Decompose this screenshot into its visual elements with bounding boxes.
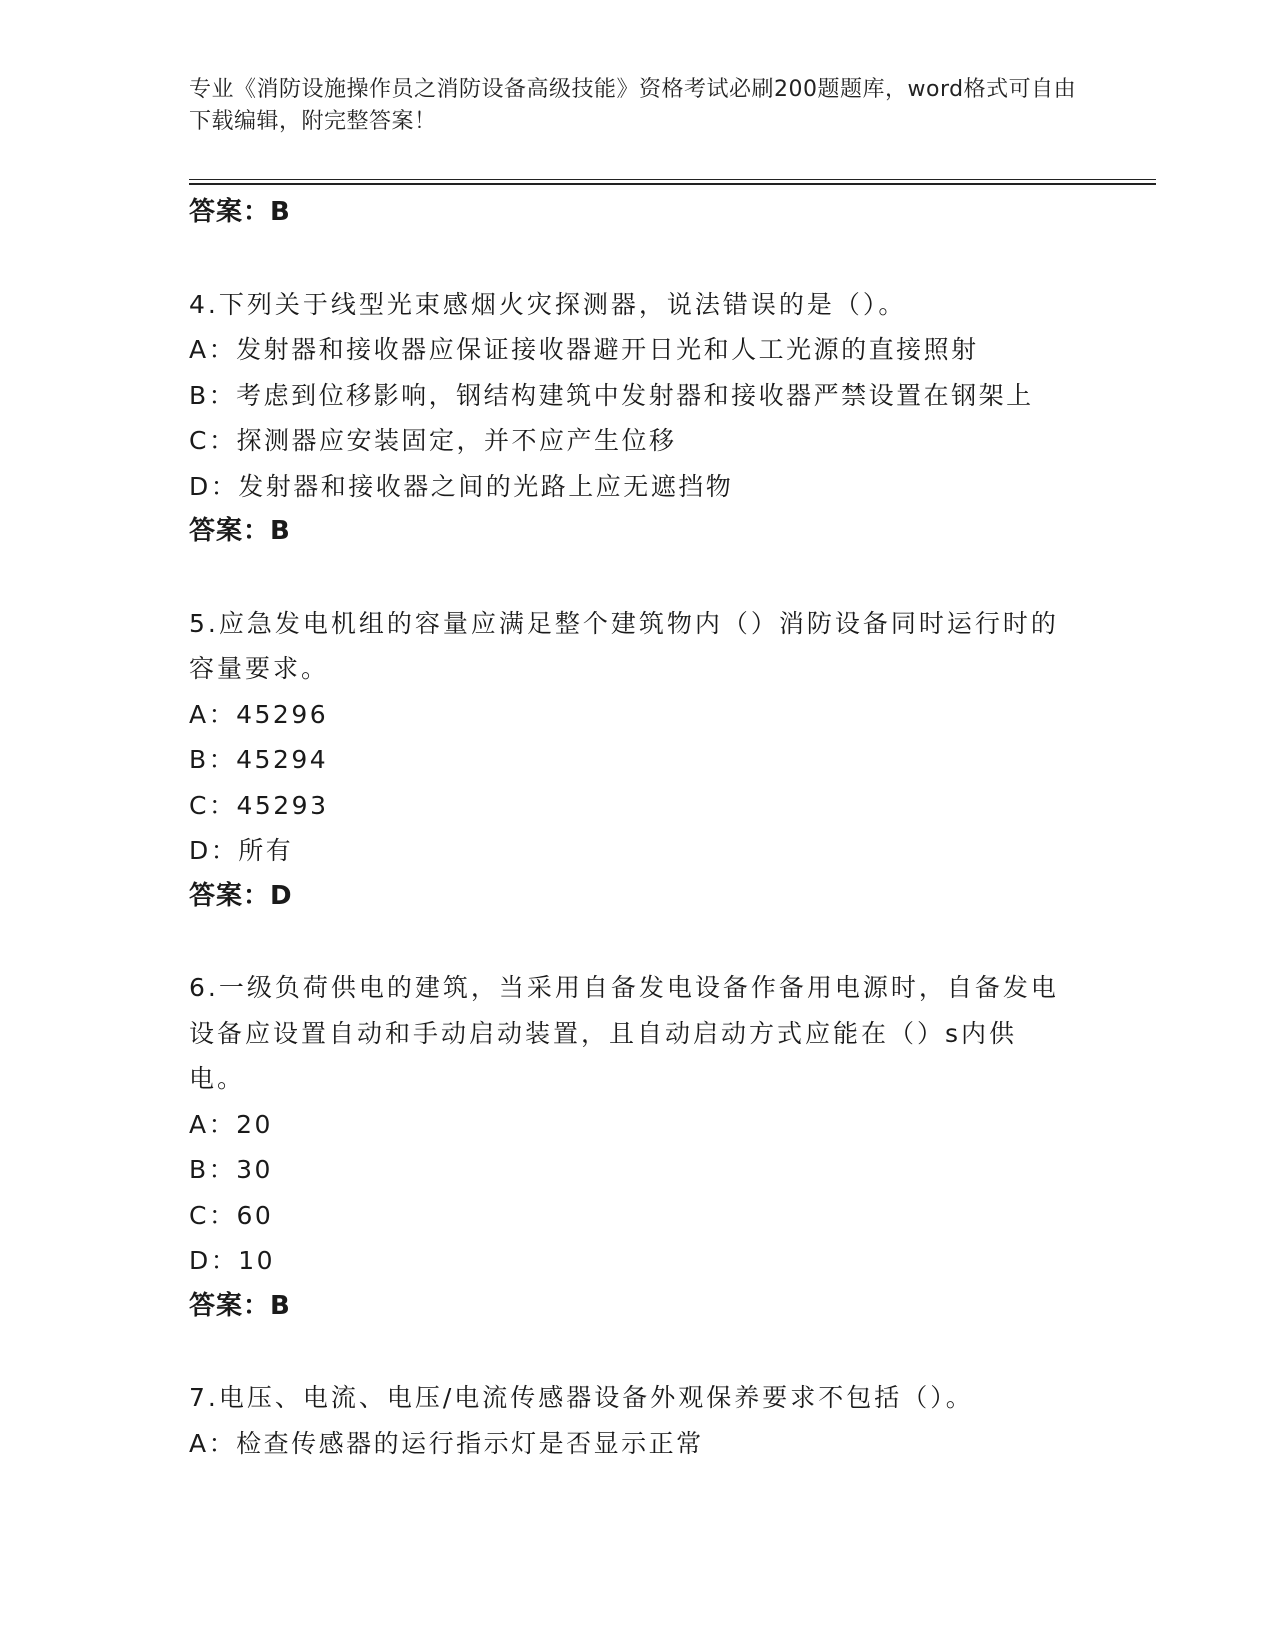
option-a: A：检查传感器的运行指示灯是否显示正常 bbox=[189, 1428, 704, 1458]
answer: 答案：B bbox=[189, 516, 291, 546]
question-text: 7.电压、电流、电压/电流传感器设备外观保养要求不包括（）。 bbox=[189, 1383, 974, 1412]
option-c: C：45293 bbox=[189, 790, 329, 820]
option-b: B：考虑到位移影响，钢结构建筑中发射器和接收器严禁设置在钢架上 bbox=[189, 380, 1034, 410]
answer: 答案：D bbox=[189, 880, 293, 911]
option-c: C：60 bbox=[189, 1200, 274, 1230]
answer: 答案：B bbox=[189, 1290, 291, 1321]
option-b: B：45294 bbox=[189, 745, 329, 774]
question-6 bbox=[189, 965, 1089, 1329]
question-text: 4.下列关于线型光束感烟火灾探测器，说法错误的是（）。 bbox=[189, 289, 907, 319]
question-text: 6.一级负荷供电的建筑，当采用自备发电设备作备用电源时，自备发电设备应设置自动和手动启动装置，且自动启动方式应能在（）s内供电。 bbox=[189, 973, 1059, 1093]
document-body bbox=[189, 190, 1089, 1512]
header-divider-thick bbox=[189, 183, 1156, 185]
option-c: C：探测器应安装固定，并不应产生位移 bbox=[189, 426, 677, 455]
option-b: B：30 bbox=[189, 1155, 273, 1184]
option-a: A：20 bbox=[189, 1109, 273, 1139]
question-4 bbox=[189, 282, 1089, 555]
option-a: A：45296 bbox=[189, 699, 329, 729]
header-divider-thin bbox=[189, 179, 1156, 180]
page-header: 专业《消防设施操作员之消防设备高级技能》资格考试必刷200题题库，word格式可自由下载编辑，附完整答案！ bbox=[189, 77, 1077, 134]
option-d: D：发射器和接收器之间的光路上应无遮挡物 bbox=[189, 471, 734, 501]
question-7 bbox=[189, 1375, 1089, 1466]
option-a: A：发射器和接收器应保证接收器避开日光和人工光源的直接照射 bbox=[189, 335, 979, 364]
option-d: D：所有 bbox=[189, 836, 294, 865]
leading-answer: 答案：B bbox=[189, 197, 291, 227]
option-d: D：10 bbox=[189, 1246, 276, 1275]
question-text: 5.应急发电机组的容量应满足整个建筑物内（）消防设备同时运行时的容量要求。 bbox=[189, 608, 1059, 683]
question-5 bbox=[189, 601, 1089, 920]
